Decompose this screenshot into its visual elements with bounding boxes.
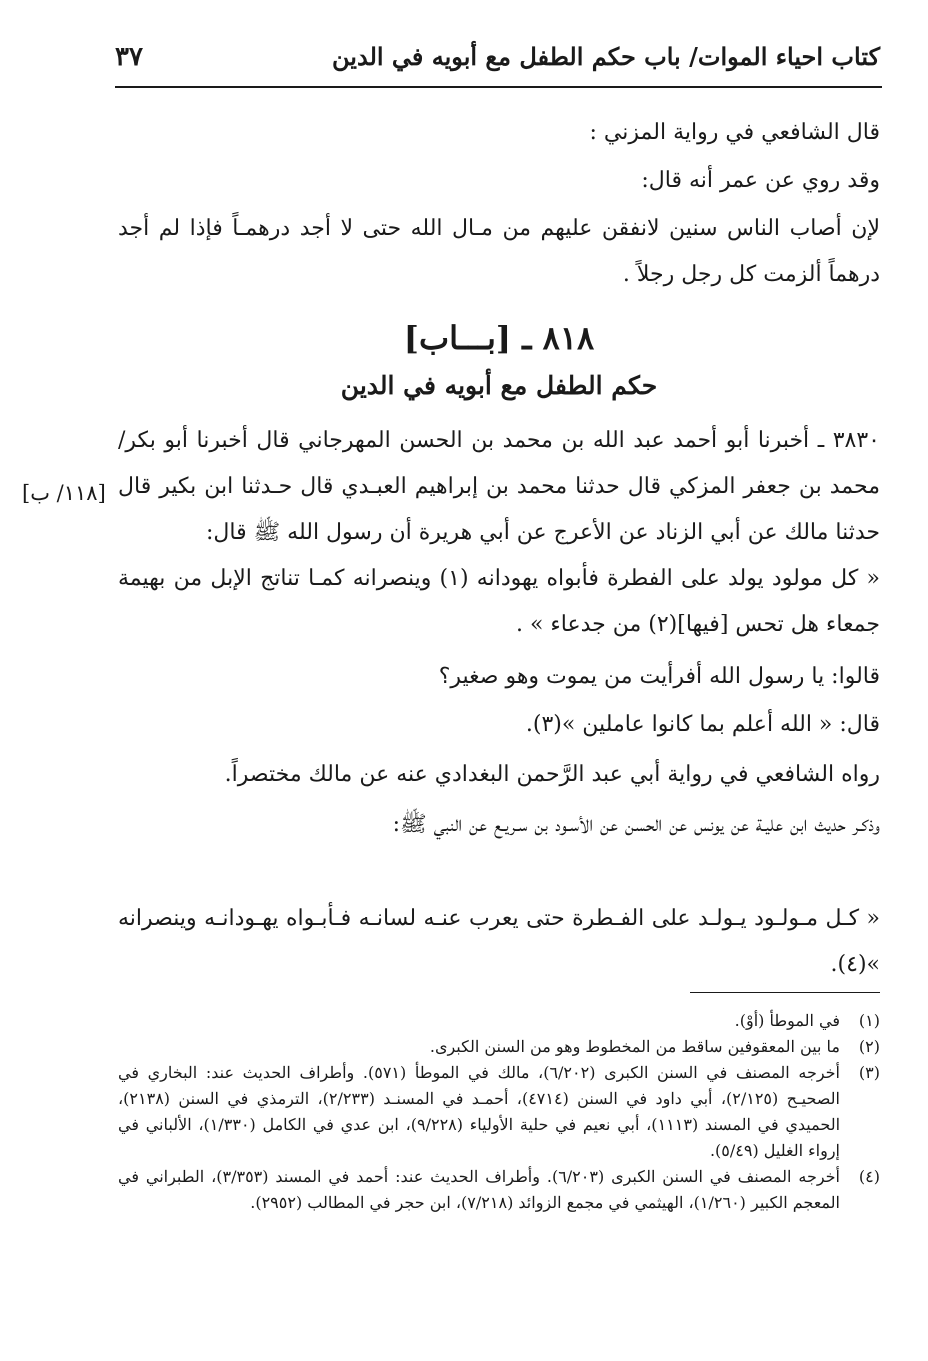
- paragraph-prophet-answer: قال: « الله أعلم بما كانوا عاملين »(٣).: [525, 712, 880, 737]
- footnote-item: [118, 1164, 880, 1216]
- footnote-number: (٢): [858, 1037, 880, 1056]
- hadith-text-second: « كـل مـولـود يـولـد على الفـطرة حتى يعرب عنـه لسانـه فـأبـواه يهـودانـه وينصرانه »(٤).: [118, 906, 880, 977]
- paragraph-shafii-muzani: قال الشافعي في رواية المزني :: [589, 120, 880, 145]
- footnote-number: (١): [858, 1011, 880, 1030]
- manuscript-folio-note: [١١٨/ ب]: [22, 481, 106, 505]
- footnote-item: [118, 1008, 880, 1034]
- footnote-text: أخرجه المصنف في السنن الكبرى (٦/٢٠٢)، مالك في الموطأ (٥٧١). وأطراف الحديث عند: البخاري في الصحيـح (٢/١٢٥)، أبي داود في السنن (٤٧١٤)، أحمـد في المسنـد (٢/٢٣٣)، الترمذي في السنن (٢١٣٨)، الحميدي في المسند (١١١٣)، أبي نعيم في حلية الأولياء (٩/٢٢٨)، ابن عدي في الكامل (١/٣٣٠)، الألباني في إرواء الغليل (٥/٤٩).: [118, 1063, 841, 1160]
- footnote-item: [118, 1034, 880, 1060]
- footnote-text: أخرجه المصنف في السنن الكبرى (٦/٢٠٣). وأطراف الحديث عند: أحمد في المسند (٣/٣٥٣)، الطبراني في المعجم الكبير (١/٢٦٠)، الهيثمي في مجمع الزوائد (٧/٢١٨)، ابن حجر في المطالب (٢٩٥٢).: [118, 1167, 840, 1212]
- footnote-text: ما بين المعقوفين ساقط من المخطوط وهو من السنن الكبرى.: [429, 1037, 840, 1056]
- chapter-title: حكم الطفل مع أبويه في الدين: [340, 371, 658, 400]
- footnote-rule: [690, 992, 880, 993]
- running-header: [115, 42, 880, 86]
- footnote-number: (٣): [858, 1063, 880, 1082]
- footnote-text: في الموطأ (أوْ).: [734, 1011, 840, 1030]
- footnote-number: (٤): [858, 1167, 880, 1186]
- chapter-number: ٨١٨ ـ [بـــاب]: [403, 319, 595, 357]
- footnotes: [118, 1008, 880, 1216]
- paragraph-companions-question: قالوا: يا رسول الله أفرأيت من يموت وهو صغير؟: [438, 664, 880, 689]
- paragraph-umar-quote: لإن أصاب الناس سنين لانفقن عليهم من مـال الله حتى لا أجد درهمـاً فإذا لم أجد درهماً ألزمت كل رجل رجلاً .: [118, 216, 880, 287]
- header-rule: [115, 86, 882, 88]
- header-title: كتاب احياء الموات/ باب حكم الطفل مع أبويه في الدين: [332, 42, 880, 71]
- paragraph-ibn-ulayya: وذكـر حديث ابن عليـة عن يونس عن الحسن عن الأسـود بن سـريـع عن النبي ﷺ:: [392, 812, 880, 837]
- paragraph-umar-intro: وقد روي عن عمر أنه قال:: [641, 168, 880, 193]
- paragraph-narration-note: رواه الشافعي في رواية أبي عبد الرَّحمن البغدادي عنه عن مالك مختصراً.: [224, 762, 880, 787]
- page-number: ٣٧: [115, 42, 143, 72]
- hadith-text-fitra: « كل مولود يولد على الفطرة فأبواه يهودانه (١) وينصرانه كمـا تناتج الإبل من بهيمة جمعاء هل تحس [فيها](٢) من جدعاء » .: [118, 566, 880, 637]
- hadith-isnad-3830: ٣٨٣٠ ـ أخبرنا أبو أحمد عبد الله بن محمد بن الحسن المهرجاني قال أخبرنا أبو بكر/ محمد بن جعفر المزكي قال حدثنا محمد بن إبراهيم العبـدي قال حـدثنا ابن بكير قال حدثنا مالك عن أبي الزناد عن الأعرج عن أبي هريرة أن رسول الله ﷺ قال:: [118, 428, 880, 545]
- footnote-item: [118, 1060, 880, 1164]
